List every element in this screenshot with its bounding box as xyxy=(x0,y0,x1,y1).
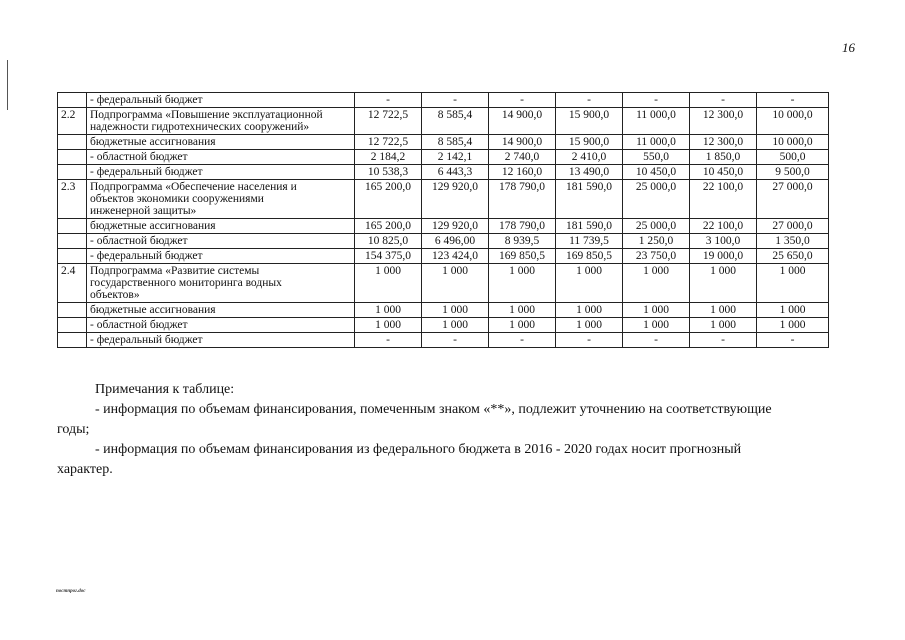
row-name-cell: - областной бюджет xyxy=(87,150,355,165)
value-cell: 23 750,0 xyxy=(623,249,690,264)
financing-table-body xyxy=(58,93,829,348)
value-cell: 27 000,0 xyxy=(757,219,829,234)
value-cell: 8 585,4 xyxy=(422,108,489,135)
row-name-cell: бюджетные ассигнования xyxy=(87,219,355,234)
value-cell: 12 300,0 xyxy=(690,108,757,135)
table-row xyxy=(58,219,829,234)
note-item-1-continuation: годы; xyxy=(57,422,90,437)
value-cell: 1 000 xyxy=(422,264,489,303)
value-cell: 10 450,0 xyxy=(623,165,690,180)
row-name-cell: Подпрограмма «Развитие системы государственного мониторинга водных объектов» xyxy=(87,264,355,303)
note-item-1-text: - информация по объемам финансирования, помеченным знаком «**», подлежит уточнению на соответствующие xyxy=(95,402,772,417)
value-cell: 15 900,0 xyxy=(556,135,623,150)
value-cell: 1 000 xyxy=(757,303,829,318)
value-cell: 3 100,0 xyxy=(690,234,757,249)
value-cell: 1 000 xyxy=(355,318,422,333)
value-cell: 25 650,0 xyxy=(757,249,829,264)
value-cell: 1 000 xyxy=(623,318,690,333)
value-cell: 22 100,0 xyxy=(690,219,757,234)
value-cell: 9 500,0 xyxy=(757,165,829,180)
table-row xyxy=(58,108,829,135)
value-cell: 19 000,0 xyxy=(690,249,757,264)
row-name-cell: - областной бюджет xyxy=(87,234,355,249)
row-name-cell: Подпрограмма «Обеспечение населения и объектов экономики сооружениями инженерной защиты» xyxy=(87,180,355,219)
value-cell: - xyxy=(623,333,690,348)
value-cell: - xyxy=(623,93,690,108)
value-cell: 25 000,0 xyxy=(623,180,690,219)
note-item-1 xyxy=(87,400,828,420)
value-cell: 1 000 xyxy=(489,303,556,318)
value-cell: 14 900,0 xyxy=(489,135,556,150)
value-cell: 25 000,0 xyxy=(623,219,690,234)
table-row xyxy=(58,135,829,150)
value-cell: 1 000 xyxy=(757,318,829,333)
value-cell: 1 000 xyxy=(489,318,556,333)
value-cell: - xyxy=(690,333,757,348)
value-cell: 13 490,0 xyxy=(556,165,623,180)
value-cell: 2 184,2 xyxy=(355,150,422,165)
value-cell: 178 790,0 xyxy=(489,219,556,234)
footer-file-code: постпрог.doc xyxy=(56,589,86,594)
value-cell: 10 000,0 xyxy=(757,108,829,135)
row-name-cell: - федеральный бюджет xyxy=(87,93,355,108)
note-item-2-continuation: характер. xyxy=(57,462,113,477)
table-row xyxy=(58,165,829,180)
value-cell: - xyxy=(556,333,623,348)
row-name-cell: - областной бюджет xyxy=(87,318,355,333)
value-cell: - xyxy=(556,93,623,108)
note-item-2 xyxy=(87,440,828,460)
value-cell: - xyxy=(690,93,757,108)
table-row xyxy=(58,264,829,303)
row-index-cell xyxy=(58,165,87,180)
value-cell: 181 590,0 xyxy=(556,219,623,234)
value-cell: 165 200,0 xyxy=(355,180,422,219)
value-cell: 169 850,5 xyxy=(556,249,623,264)
value-cell: 11 000,0 xyxy=(623,135,690,150)
row-index-cell: 2.3 xyxy=(58,180,87,219)
value-cell: 2 410,0 xyxy=(556,150,623,165)
value-cell: 165 200,0 xyxy=(355,219,422,234)
row-name-cell: Подпрограмма «Повышение эксплуатационной надежности гидротехнических сооружений» xyxy=(87,108,355,135)
value-cell: 11 739,5 xyxy=(556,234,623,249)
row-name-cell: бюджетные ассигнования xyxy=(87,135,355,150)
value-cell: - xyxy=(355,333,422,348)
value-cell: 6 496,00 xyxy=(422,234,489,249)
value-cell: 10 450,0 xyxy=(690,165,757,180)
row-index-cell: 2.4 xyxy=(58,264,87,303)
value-cell: 1 000 xyxy=(489,264,556,303)
row-index-cell xyxy=(58,219,87,234)
row-index-cell xyxy=(58,249,87,264)
value-cell: 1 850,0 xyxy=(690,150,757,165)
row-index-cell xyxy=(58,234,87,249)
value-cell: 12 722,5 xyxy=(355,135,422,150)
value-cell: 1 000 xyxy=(757,264,829,303)
value-cell: 1 000 xyxy=(556,318,623,333)
note-item-2-text: - информация по объемам финансирования из федерального бюджета в 2016 - 2020 годах носит прогнозный xyxy=(95,442,742,457)
scan-edge-mark xyxy=(7,60,8,110)
value-cell: 129 920,0 xyxy=(422,219,489,234)
value-cell: 12 722,5 xyxy=(355,108,422,135)
value-cell: - xyxy=(489,93,556,108)
value-cell: 12 160,0 xyxy=(489,165,556,180)
value-cell: 1 000 xyxy=(690,264,757,303)
value-cell: - xyxy=(757,333,829,348)
value-cell: 1 250,0 xyxy=(623,234,690,249)
value-cell: 2 142,1 xyxy=(422,150,489,165)
value-cell: 1 000 xyxy=(556,264,623,303)
table-row xyxy=(58,303,829,318)
value-cell: - xyxy=(355,93,422,108)
row-index-cell xyxy=(58,135,87,150)
value-cell: 10 538,3 xyxy=(355,165,422,180)
value-cell: 1 000 xyxy=(690,303,757,318)
value-cell: 1 000 xyxy=(623,264,690,303)
row-index-cell xyxy=(58,303,87,318)
table-row xyxy=(58,180,829,219)
value-cell: 1 000 xyxy=(355,303,422,318)
value-cell: 154 375,0 xyxy=(355,249,422,264)
row-index-cell xyxy=(58,333,87,348)
value-cell: 129 920,0 xyxy=(422,180,489,219)
row-name-cell: - федеральный бюджет xyxy=(87,165,355,180)
value-cell: 1 000 xyxy=(623,303,690,318)
value-cell: 169 850,5 xyxy=(489,249,556,264)
value-cell: 12 300,0 xyxy=(690,135,757,150)
value-cell: 6 443,3 xyxy=(422,165,489,180)
value-cell: 14 900,0 xyxy=(489,108,556,135)
notes-title: Примечания к таблице: xyxy=(95,382,235,397)
row-name-cell: - федеральный бюджет xyxy=(87,249,355,264)
financing-table xyxy=(57,92,829,348)
value-cell: 8 939,5 xyxy=(489,234,556,249)
value-cell: - xyxy=(422,333,489,348)
table-row xyxy=(58,249,829,264)
page-number: 16 xyxy=(842,40,855,55)
value-cell: 10 000,0 xyxy=(757,135,829,150)
row-index-cell xyxy=(58,93,87,108)
value-cell: 500,0 xyxy=(757,150,829,165)
value-cell: 178 790,0 xyxy=(489,180,556,219)
table-row xyxy=(58,93,829,108)
value-cell: 1 000 xyxy=(422,318,489,333)
value-cell: 123 424,0 xyxy=(422,249,489,264)
table-row xyxy=(58,318,829,333)
value-cell: 1 350,0 xyxy=(757,234,829,249)
value-cell: 181 590,0 xyxy=(556,180,623,219)
value-cell: 550,0 xyxy=(623,150,690,165)
row-index-cell xyxy=(58,150,87,165)
value-cell: 10 825,0 xyxy=(355,234,422,249)
table-row xyxy=(58,234,829,249)
value-cell: 1 000 xyxy=(355,264,422,303)
value-cell: 22 100,0 xyxy=(690,180,757,219)
value-cell: - xyxy=(422,93,489,108)
table-row xyxy=(58,150,829,165)
value-cell: 2 740,0 xyxy=(489,150,556,165)
value-cell: 1 000 xyxy=(690,318,757,333)
row-index-cell xyxy=(58,318,87,333)
value-cell: 11 000,0 xyxy=(623,108,690,135)
value-cell: 15 900,0 xyxy=(556,108,623,135)
row-name-cell: бюджетные ассигнования xyxy=(87,303,355,318)
row-name-cell: - федеральный бюджет xyxy=(87,333,355,348)
value-cell: - xyxy=(489,333,556,348)
value-cell: 1 000 xyxy=(422,303,489,318)
table-notes xyxy=(57,380,828,480)
value-cell: 1 000 xyxy=(556,303,623,318)
row-index-cell: 2.2 xyxy=(58,108,87,135)
value-cell: 8 585,4 xyxy=(422,135,489,150)
table-row xyxy=(58,333,829,348)
value-cell: - xyxy=(757,93,829,108)
value-cell: 27 000,0 xyxy=(757,180,829,219)
